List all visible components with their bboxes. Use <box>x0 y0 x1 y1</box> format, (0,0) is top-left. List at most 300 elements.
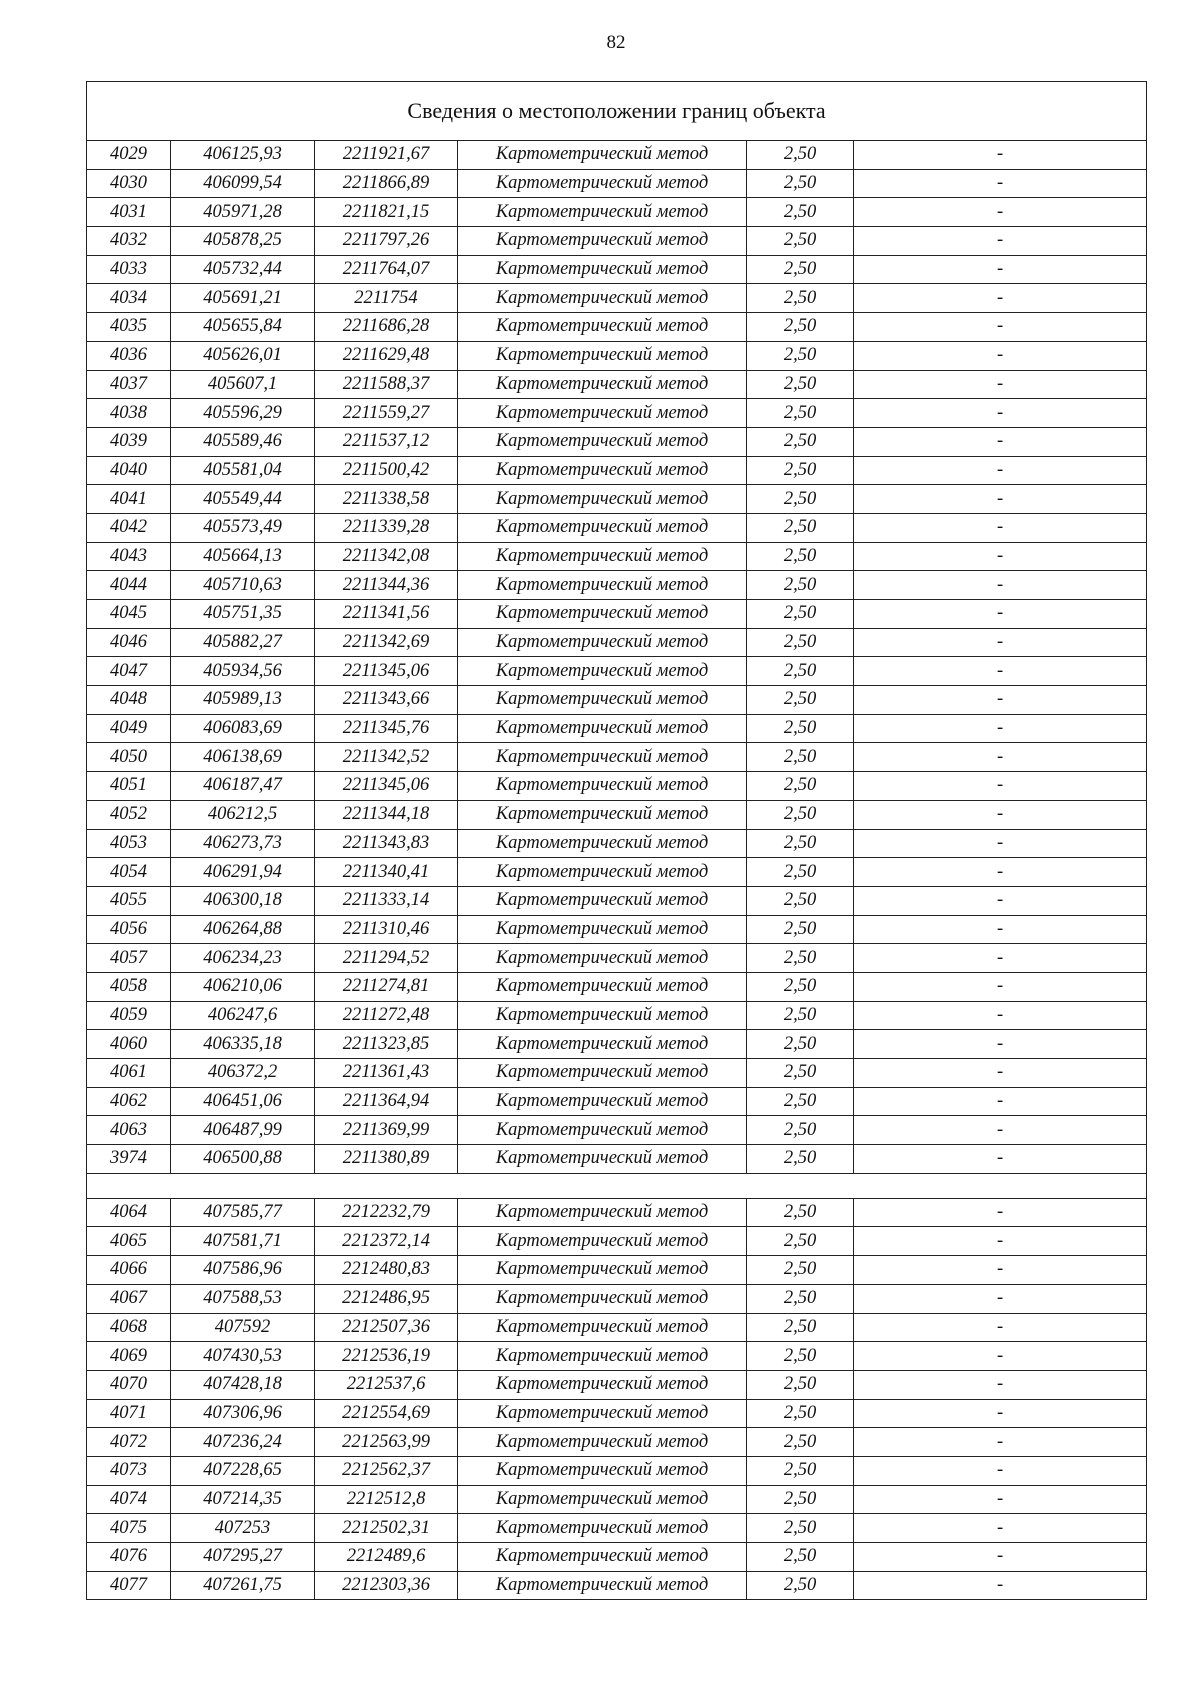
point-number-cell: 4070 <box>87 1370 171 1399</box>
y-coordinate-cell: 2212536,19 <box>315 1342 458 1371</box>
method-cell: Картометрический метод <box>458 284 747 313</box>
method-cell: Картометрический метод <box>458 600 747 629</box>
method-cell: Картометрический метод <box>458 399 747 428</box>
method-cell: Картометрический метод <box>458 1571 747 1600</box>
method-cell: Картометрический метод <box>458 628 747 657</box>
y-coordinate-cell: 2211361,43 <box>315 1059 458 1088</box>
y-coordinate-cell: 2211272,48 <box>315 1001 458 1030</box>
point-number-cell: 4055 <box>87 886 171 915</box>
accuracy-cell: 2,50 <box>747 141 854 170</box>
description-cell: - <box>854 1227 1147 1256</box>
description-cell: - <box>854 1313 1147 1342</box>
accuracy-cell: 2,50 <box>747 513 854 542</box>
description-cell: - <box>854 198 1147 227</box>
table-row <box>87 1313 1147 1342</box>
point-number-cell: 4042 <box>87 513 171 542</box>
accuracy-cell: 2,50 <box>747 628 854 657</box>
accuracy-cell: 2,50 <box>747 1145 854 1174</box>
description-cell: - <box>854 456 1147 485</box>
description-cell: - <box>854 542 1147 571</box>
point-number-cell: 4046 <box>87 628 171 657</box>
description-cell: - <box>854 1370 1147 1399</box>
table-row <box>87 1284 1147 1313</box>
description-cell: - <box>854 829 1147 858</box>
description-cell: - <box>854 1116 1147 1145</box>
x-coordinate-cell: 405581,04 <box>171 456 315 485</box>
y-coordinate-cell: 2211821,15 <box>315 198 458 227</box>
accuracy-cell: 2,50 <box>747 198 854 227</box>
y-coordinate-cell: 2211686,28 <box>315 313 458 342</box>
y-coordinate-cell: 2211537,12 <box>315 427 458 456</box>
point-number-cell: 4035 <box>87 313 171 342</box>
y-coordinate-cell: 2211345,06 <box>315 772 458 801</box>
x-coordinate-cell: 406234,23 <box>171 944 315 973</box>
table-row <box>87 284 1147 313</box>
contour-separator-cell <box>87 1173 1147 1198</box>
description-cell: - <box>854 1514 1147 1543</box>
table-row <box>87 1514 1147 1543</box>
point-number-cell: 4047 <box>87 657 171 686</box>
point-number-cell: 4059 <box>87 1001 171 1030</box>
accuracy-cell: 2,50 <box>747 686 854 715</box>
x-coordinate-cell: 406247,6 <box>171 1001 315 1030</box>
x-coordinate-cell: 406372,2 <box>171 1059 315 1088</box>
y-coordinate-cell: 2212303,36 <box>315 1571 458 1600</box>
y-coordinate-cell: 2212502,31 <box>315 1514 458 1543</box>
y-coordinate-cell: 2212563,99 <box>315 1428 458 1457</box>
table-row <box>87 370 1147 399</box>
x-coordinate-cell: 406291,94 <box>171 858 315 887</box>
accuracy-cell: 2,50 <box>747 427 854 456</box>
point-number-cell: 4050 <box>87 743 171 772</box>
accuracy-cell: 2,50 <box>747 743 854 772</box>
table-row <box>87 600 1147 629</box>
point-number-cell: 4066 <box>87 1256 171 1285</box>
point-number-cell: 4033 <box>87 255 171 284</box>
table-row <box>87 255 1147 284</box>
y-coordinate-cell: 2211340,41 <box>315 858 458 887</box>
description-cell: - <box>854 886 1147 915</box>
table-row <box>87 313 1147 342</box>
x-coordinate-cell: 407592 <box>171 1313 315 1342</box>
method-cell: Картометрический метод <box>458 944 747 973</box>
method-cell: Картометрический метод <box>458 1284 747 1313</box>
accuracy-cell: 2,50 <box>747 1399 854 1428</box>
description-cell: - <box>854 1342 1147 1371</box>
method-cell: Картометрический метод <box>458 1514 747 1543</box>
contour-separator-row <box>87 1173 1147 1198</box>
x-coordinate-cell: 405971,28 <box>171 198 315 227</box>
accuracy-cell: 2,50 <box>747 1370 854 1399</box>
x-coordinate-cell: 405732,44 <box>171 255 315 284</box>
accuracy-cell: 2,50 <box>747 829 854 858</box>
table-row <box>87 456 1147 485</box>
table-title-row <box>87 82 1147 141</box>
point-number-cell: 4054 <box>87 858 171 887</box>
y-coordinate-cell: 2211588,37 <box>315 370 458 399</box>
y-coordinate-cell: 2211338,58 <box>315 485 458 514</box>
table-row <box>87 1428 1147 1457</box>
method-cell: Картометрический метод <box>458 456 747 485</box>
description-cell: - <box>854 944 1147 973</box>
y-coordinate-cell: 2211764,07 <box>315 255 458 284</box>
y-coordinate-cell: 2211754 <box>315 284 458 313</box>
description-cell: - <box>854 628 1147 657</box>
x-coordinate-cell: 405626,01 <box>171 341 315 370</box>
point-number-cell: 4076 <box>87 1543 171 1572</box>
table-row <box>87 686 1147 715</box>
y-coordinate-cell: 2211629,48 <box>315 341 458 370</box>
point-number-cell: 4036 <box>87 341 171 370</box>
x-coordinate-cell: 407214,35 <box>171 1485 315 1514</box>
method-cell: Картометрический метод <box>458 198 747 227</box>
method-cell: Картометрический метод <box>458 972 747 1001</box>
method-cell: Картометрический метод <box>458 1059 747 1088</box>
description-cell: - <box>854 858 1147 887</box>
y-coordinate-cell: 2211333,14 <box>315 886 458 915</box>
table-row <box>87 485 1147 514</box>
description-cell: - <box>854 1087 1147 1116</box>
description-cell: - <box>854 1030 1147 1059</box>
method-cell: Картометрический метод <box>458 1256 747 1285</box>
description-cell: - <box>854 1543 1147 1572</box>
table-row <box>87 657 1147 686</box>
method-cell: Картометрический метод <box>458 886 747 915</box>
y-coordinate-cell: 2212554,69 <box>315 1399 458 1428</box>
method-cell: Картометрический метод <box>458 227 747 256</box>
description-cell: - <box>854 255 1147 284</box>
table-row <box>87 1145 1147 1174</box>
table-row <box>87 886 1147 915</box>
point-number-cell: 4030 <box>87 169 171 198</box>
x-coordinate-cell: 407306,96 <box>171 1399 315 1428</box>
accuracy-cell: 2,50 <box>747 456 854 485</box>
table-row <box>87 1543 1147 1572</box>
accuracy-cell: 2,50 <box>747 1256 854 1285</box>
method-cell: Картометрический метод <box>458 858 747 887</box>
description-cell: - <box>854 571 1147 600</box>
point-number-cell: 4075 <box>87 1514 171 1543</box>
method-cell: Картометрический метод <box>458 255 747 284</box>
point-number-cell: 4071 <box>87 1399 171 1428</box>
x-coordinate-cell: 406212,5 <box>171 800 315 829</box>
description-cell: - <box>854 1198 1147 1227</box>
accuracy-cell: 2,50 <box>747 1571 854 1600</box>
accuracy-cell: 2,50 <box>747 571 854 600</box>
y-coordinate-cell: 2211866,89 <box>315 169 458 198</box>
table-row <box>87 1399 1147 1428</box>
table-row <box>87 1571 1147 1600</box>
y-coordinate-cell: 2212537,6 <box>315 1370 458 1399</box>
table-row <box>87 399 1147 428</box>
accuracy-cell: 2,50 <box>747 657 854 686</box>
x-coordinate-cell: 405691,21 <box>171 284 315 313</box>
point-number-cell: 4041 <box>87 485 171 514</box>
point-number-cell: 4064 <box>87 1198 171 1227</box>
table-row <box>87 628 1147 657</box>
description-cell: - <box>854 485 1147 514</box>
y-coordinate-cell: 2211344,18 <box>315 800 458 829</box>
y-coordinate-cell: 2212480,83 <box>315 1256 458 1285</box>
y-coordinate-cell: 2211500,42 <box>315 456 458 485</box>
method-cell: Картометрический метод <box>458 1342 747 1371</box>
accuracy-cell: 2,50 <box>747 1001 854 1030</box>
y-coordinate-cell: 2211310,46 <box>315 915 458 944</box>
table-body <box>87 82 1147 1600</box>
table-row <box>87 542 1147 571</box>
accuracy-cell: 2,50 <box>747 255 854 284</box>
point-number-cell: 4072 <box>87 1428 171 1457</box>
accuracy-cell: 2,50 <box>747 1087 854 1116</box>
accuracy-cell: 2,50 <box>747 600 854 629</box>
x-coordinate-cell: 407585,77 <box>171 1198 315 1227</box>
point-number-cell: 4067 <box>87 1284 171 1313</box>
point-number-cell: 4065 <box>87 1227 171 1256</box>
table-row <box>87 1030 1147 1059</box>
table-row <box>87 169 1147 198</box>
accuracy-cell: 2,50 <box>747 1456 854 1485</box>
accuracy-cell: 2,50 <box>747 341 854 370</box>
point-number-cell: 4073 <box>87 1456 171 1485</box>
x-coordinate-cell: 406083,69 <box>171 714 315 743</box>
y-coordinate-cell: 2211342,08 <box>315 542 458 571</box>
method-cell: Картометрический метод <box>458 686 747 715</box>
point-number-cell: 4069 <box>87 1342 171 1371</box>
table-row <box>87 1342 1147 1371</box>
point-number-cell: 4034 <box>87 284 171 313</box>
point-number-cell: 4061 <box>87 1059 171 1088</box>
method-cell: Картометрический метод <box>458 1370 747 1399</box>
y-coordinate-cell: 2211345,76 <box>315 714 458 743</box>
x-coordinate-cell: 407588,53 <box>171 1284 315 1313</box>
method-cell: Картометрический метод <box>458 1428 747 1457</box>
point-number-cell: 4043 <box>87 542 171 571</box>
accuracy-cell: 2,50 <box>747 542 854 571</box>
description-cell: - <box>854 1145 1147 1174</box>
description-cell: - <box>854 513 1147 542</box>
y-coordinate-cell: 2211343,83 <box>315 829 458 858</box>
description-cell: - <box>854 743 1147 772</box>
x-coordinate-cell: 407428,18 <box>171 1370 315 1399</box>
method-cell: Картометрический метод <box>458 1456 747 1485</box>
x-coordinate-cell: 406335,18 <box>171 1030 315 1059</box>
x-coordinate-cell: 406210,06 <box>171 972 315 1001</box>
x-coordinate-cell: 407430,53 <box>171 1342 315 1371</box>
method-cell: Картометрический метод <box>458 800 747 829</box>
description-cell: - <box>854 313 1147 342</box>
method-cell: Картометрический метод <box>458 1485 747 1514</box>
accuracy-cell: 2,50 <box>747 399 854 428</box>
y-coordinate-cell: 2211339,28 <box>315 513 458 542</box>
point-number-cell: 4031 <box>87 198 171 227</box>
accuracy-cell: 2,50 <box>747 714 854 743</box>
accuracy-cell: 2,50 <box>747 915 854 944</box>
description-cell: - <box>854 657 1147 686</box>
x-coordinate-cell: 405878,25 <box>171 227 315 256</box>
table-row <box>87 1059 1147 1088</box>
x-coordinate-cell: 405549,44 <box>171 485 315 514</box>
point-number-cell: 4048 <box>87 686 171 715</box>
point-number-cell: 4032 <box>87 227 171 256</box>
method-cell: Картометрический метод <box>458 657 747 686</box>
point-number-cell: 4057 <box>87 944 171 973</box>
accuracy-cell: 2,50 <box>747 886 854 915</box>
table-row <box>87 858 1147 887</box>
point-number-cell: 4077 <box>87 1571 171 1600</box>
table-row <box>87 772 1147 801</box>
method-cell: Картометрический метод <box>458 571 747 600</box>
y-coordinate-cell: 2211342,52 <box>315 743 458 772</box>
x-coordinate-cell: 406099,54 <box>171 169 315 198</box>
point-number-cell: 4049 <box>87 714 171 743</box>
description-cell: - <box>854 1485 1147 1514</box>
table-row <box>87 1116 1147 1145</box>
method-cell: Картометрический метод <box>458 1087 747 1116</box>
table-row <box>87 427 1147 456</box>
x-coordinate-cell: 406138,69 <box>171 743 315 772</box>
description-cell: - <box>854 972 1147 1001</box>
method-cell: Картометрический метод <box>458 370 747 399</box>
table-row <box>87 571 1147 600</box>
table-row <box>87 227 1147 256</box>
description-cell: - <box>854 1456 1147 1485</box>
accuracy-cell: 2,50 <box>747 370 854 399</box>
table-row <box>87 341 1147 370</box>
point-number-cell: 4039 <box>87 427 171 456</box>
accuracy-cell: 2,50 <box>747 169 854 198</box>
y-coordinate-cell: 2212232,79 <box>315 1198 458 1227</box>
y-coordinate-cell: 2211343,66 <box>315 686 458 715</box>
x-coordinate-cell: 406500,88 <box>171 1145 315 1174</box>
method-cell: Картометрический метод <box>458 1198 747 1227</box>
x-coordinate-cell: 407228,65 <box>171 1456 315 1485</box>
point-number-cell: 4058 <box>87 972 171 1001</box>
table-row <box>87 972 1147 1001</box>
point-number-cell: 4037 <box>87 370 171 399</box>
table-title: Сведения о местоположении границ объекта <box>87 82 1147 141</box>
table-row <box>87 198 1147 227</box>
y-coordinate-cell: 2211323,85 <box>315 1030 458 1059</box>
description-cell: - <box>854 341 1147 370</box>
accuracy-cell: 2,50 <box>747 284 854 313</box>
y-coordinate-cell: 2211345,06 <box>315 657 458 686</box>
method-cell: Картометрический метод <box>458 714 747 743</box>
description-cell: - <box>854 141 1147 170</box>
x-coordinate-cell: 406451,06 <box>171 1087 315 1116</box>
description-cell: - <box>854 227 1147 256</box>
description-cell: - <box>854 370 1147 399</box>
accuracy-cell: 2,50 <box>747 227 854 256</box>
point-number-cell: 4052 <box>87 800 171 829</box>
method-cell: Картометрический метод <box>458 1145 747 1174</box>
y-coordinate-cell: 2211344,36 <box>315 571 458 600</box>
accuracy-cell: 2,50 <box>747 1116 854 1145</box>
y-coordinate-cell: 2211274,81 <box>315 972 458 1001</box>
x-coordinate-cell: 407586,96 <box>171 1256 315 1285</box>
page-number: 82 <box>606 32 626 53</box>
table-row <box>87 141 1147 170</box>
x-coordinate-cell: 405882,27 <box>171 628 315 657</box>
description-cell: - <box>854 1571 1147 1600</box>
x-coordinate-cell: 406300,18 <box>171 886 315 915</box>
accuracy-cell: 2,50 <box>747 1485 854 1514</box>
point-number-cell: 4038 <box>87 399 171 428</box>
accuracy-cell: 2,50 <box>747 1284 854 1313</box>
method-cell: Картометрический метод <box>458 169 747 198</box>
y-coordinate-cell: 2211797,26 <box>315 227 458 256</box>
method-cell: Картометрический метод <box>458 1116 747 1145</box>
description-cell: - <box>854 1399 1147 1428</box>
y-coordinate-cell: 2212489,6 <box>315 1543 458 1572</box>
table-row <box>87 1456 1147 1485</box>
method-cell: Картометрический метод <box>458 542 747 571</box>
description-cell: - <box>854 169 1147 198</box>
point-number-cell: 4044 <box>87 571 171 600</box>
description-cell: - <box>854 686 1147 715</box>
description-cell: - <box>854 1059 1147 1088</box>
boundary-coordinates-table <box>86 81 1147 1600</box>
y-coordinate-cell: 2211364,94 <box>315 1087 458 1116</box>
y-coordinate-cell: 2211294,52 <box>315 944 458 973</box>
method-cell: Картометрический метод <box>458 313 747 342</box>
y-coordinate-cell: 2211369,99 <box>315 1116 458 1145</box>
x-coordinate-cell: 405710,63 <box>171 571 315 600</box>
table-row <box>87 743 1147 772</box>
table-row <box>87 915 1147 944</box>
x-coordinate-cell: 405573,49 <box>171 513 315 542</box>
x-coordinate-cell: 405596,29 <box>171 399 315 428</box>
x-coordinate-cell: 406273,73 <box>171 829 315 858</box>
x-coordinate-cell: 406264,88 <box>171 915 315 944</box>
point-number-cell: 4060 <box>87 1030 171 1059</box>
x-coordinate-cell: 405664,13 <box>171 542 315 571</box>
point-number-cell: 4056 <box>87 915 171 944</box>
description-cell: - <box>854 1256 1147 1285</box>
table-row <box>87 829 1147 858</box>
description-cell: - <box>854 714 1147 743</box>
accuracy-cell: 2,50 <box>747 1428 854 1457</box>
accuracy-cell: 2,50 <box>747 1514 854 1543</box>
point-number-cell: 4068 <box>87 1313 171 1342</box>
description-cell: - <box>854 1001 1147 1030</box>
description-cell: - <box>854 399 1147 428</box>
y-coordinate-cell: 2211559,27 <box>315 399 458 428</box>
x-coordinate-cell: 407295,27 <box>171 1543 315 1572</box>
description-cell: - <box>854 284 1147 313</box>
table-row <box>87 1370 1147 1399</box>
y-coordinate-cell: 2212512,8 <box>315 1485 458 1514</box>
description-cell: - <box>854 427 1147 456</box>
method-cell: Картометрический метод <box>458 141 747 170</box>
table-row <box>87 800 1147 829</box>
method-cell: Картометрический метод <box>458 1313 747 1342</box>
method-cell: Картометрический метод <box>458 1227 747 1256</box>
y-coordinate-cell: 2212372,14 <box>315 1227 458 1256</box>
table-row <box>87 1087 1147 1116</box>
table-row <box>87 1485 1147 1514</box>
accuracy-cell: 2,50 <box>747 1030 854 1059</box>
description-cell: - <box>854 800 1147 829</box>
x-coordinate-cell: 407581,71 <box>171 1227 315 1256</box>
x-coordinate-cell: 407261,75 <box>171 1571 315 1600</box>
x-coordinate-cell: 406125,93 <box>171 141 315 170</box>
method-cell: Картометрический метод <box>458 1399 747 1428</box>
description-cell: - <box>854 772 1147 801</box>
accuracy-cell: 2,50 <box>747 1543 854 1572</box>
y-coordinate-cell: 2212507,36 <box>315 1313 458 1342</box>
accuracy-cell: 2,50 <box>747 944 854 973</box>
x-coordinate-cell: 407253 <box>171 1514 315 1543</box>
